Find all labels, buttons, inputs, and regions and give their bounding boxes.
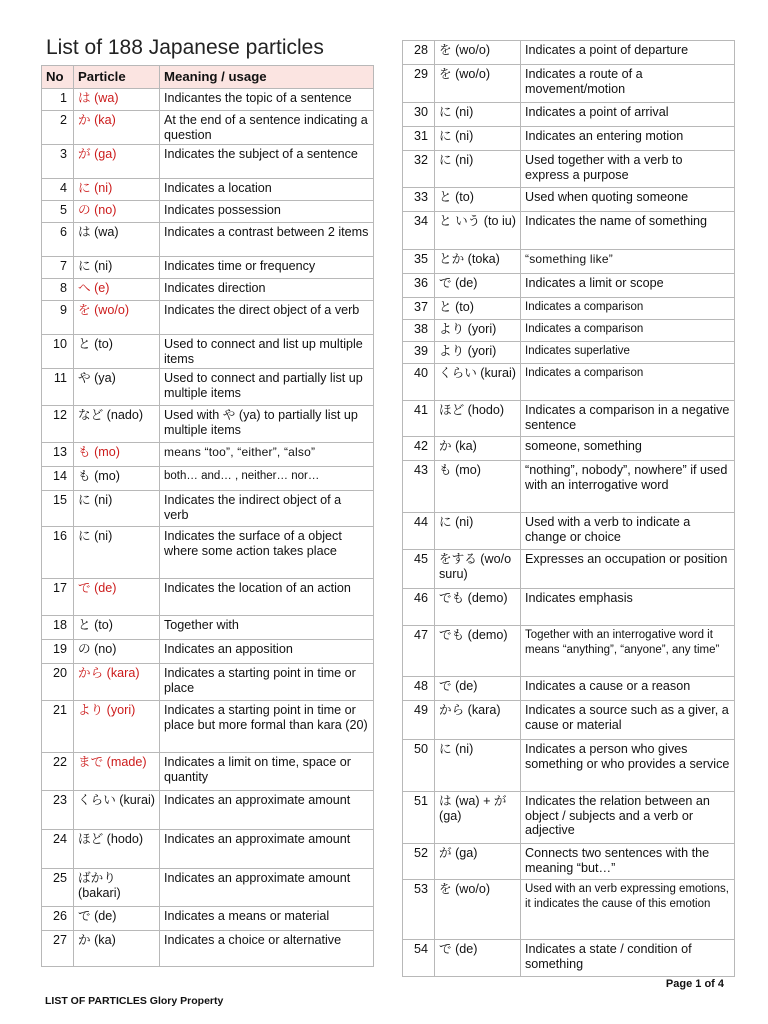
row-particle: から (kara) bbox=[74, 664, 160, 701]
table-row bbox=[403, 626, 735, 677]
row-particle: と (to) bbox=[435, 188, 521, 212]
row-meaning: Indicates an approximate amount bbox=[160, 869, 374, 907]
table-row bbox=[42, 179, 374, 201]
row-meaning: Used with an verb expressing emotions, it indicates the cause of this emotion bbox=[521, 880, 735, 940]
row-number: 18 bbox=[42, 616, 74, 640]
particles-table-right bbox=[402, 40, 735, 977]
row-number: 8 bbox=[42, 279, 74, 301]
row-number: 10 bbox=[42, 335, 74, 369]
row-meaning: Indicates a comparison bbox=[521, 320, 735, 342]
table-row bbox=[403, 188, 735, 212]
table-row bbox=[403, 792, 735, 844]
row-meaning: Indicates a limit on time, space or quantity bbox=[160, 753, 374, 791]
row-number: 44 bbox=[403, 513, 435, 550]
row-particle: の (no) bbox=[74, 640, 160, 664]
row-particle: は (wa) bbox=[74, 89, 160, 111]
row-particle: が (ga) bbox=[74, 145, 160, 179]
row-number: 42 bbox=[403, 437, 435, 461]
row-particle: で (de) bbox=[435, 677, 521, 701]
row-particle: ほど (hodo) bbox=[74, 830, 160, 869]
row-particle: を (wo/o) bbox=[74, 301, 160, 335]
row-particle: でも (demo) bbox=[435, 626, 521, 677]
table-row bbox=[403, 65, 735, 103]
row-meaning: Connects two sentences with the meaning “but…” bbox=[521, 844, 735, 880]
row-number: 32 bbox=[403, 151, 435, 188]
table-row bbox=[42, 907, 374, 931]
row-particle: か (ka) bbox=[435, 437, 521, 461]
table-row bbox=[403, 274, 735, 298]
row-number: 24 bbox=[42, 830, 74, 869]
row-particle: の (no) bbox=[74, 201, 160, 223]
row-meaning: Indicates a cause or a reason bbox=[521, 677, 735, 701]
row-meaning: Indicates a point of arrival bbox=[521, 103, 735, 127]
row-number: 1 bbox=[42, 89, 74, 111]
table-row bbox=[403, 151, 735, 188]
table-row bbox=[403, 127, 735, 151]
row-particle: ほど (hodo) bbox=[435, 401, 521, 437]
row-particle: より (yori) bbox=[74, 701, 160, 753]
table-row bbox=[403, 342, 735, 364]
row-particle: くらい (kurai) bbox=[435, 364, 521, 401]
row-number: 15 bbox=[42, 491, 74, 527]
table-row bbox=[42, 527, 374, 579]
row-meaning: Indicates a point of departure bbox=[521, 41, 735, 65]
row-number: 30 bbox=[403, 103, 435, 127]
table-row bbox=[42, 830, 374, 869]
row-meaning: Indicates a contrast between 2 items bbox=[160, 223, 374, 257]
row-number: 45 bbox=[403, 550, 435, 589]
table-row bbox=[42, 753, 374, 791]
row-particle: と (to) bbox=[435, 298, 521, 320]
row-particle: に (ni) bbox=[435, 127, 521, 151]
row-number: 12 bbox=[42, 406, 74, 443]
row-meaning: Indicates a comparison bbox=[521, 364, 735, 401]
row-meaning: Indicates direction bbox=[160, 279, 374, 301]
row-meaning: Expresses an occupation or position bbox=[521, 550, 735, 589]
row-number: 27 bbox=[42, 931, 74, 967]
row-meaning: Indicates an apposition bbox=[160, 640, 374, 664]
row-particle: から (kara) bbox=[435, 701, 521, 740]
table-row bbox=[42, 279, 374, 301]
row-number: 34 bbox=[403, 212, 435, 250]
row-meaning: Indicates superlative bbox=[521, 342, 735, 364]
table-row bbox=[42, 145, 374, 179]
row-meaning: Used to connect and partially list up multiple items bbox=[160, 369, 374, 406]
row-number: 53 bbox=[403, 880, 435, 940]
row-number: 14 bbox=[42, 467, 74, 491]
row-meaning: Indicates the surface of a object where some action takes place bbox=[160, 527, 374, 579]
row-particle: は (wa) + が (ga) bbox=[435, 792, 521, 844]
row-number: 16 bbox=[42, 527, 74, 579]
row-meaning: Indicates the location of an action bbox=[160, 579, 374, 616]
page-title: List of 188 Japanese particles bbox=[46, 36, 324, 59]
row-meaning: Indicates an entering motion bbox=[521, 127, 735, 151]
row-meaning: Indicates a person who gives something or who provides a service bbox=[521, 740, 735, 792]
table-row bbox=[403, 437, 735, 461]
header-particle: Particle bbox=[74, 66, 160, 89]
table-row bbox=[403, 401, 735, 437]
table-row bbox=[42, 335, 374, 369]
table-row bbox=[403, 880, 735, 940]
row-number: 39 bbox=[403, 342, 435, 364]
table-row bbox=[403, 940, 735, 977]
row-number: 20 bbox=[42, 664, 74, 701]
row-particle: まで (made) bbox=[74, 753, 160, 791]
table-row bbox=[42, 111, 374, 145]
table-header-row bbox=[42, 66, 374, 89]
row-meaning: Indicates the name of something bbox=[521, 212, 735, 250]
row-meaning: Together with an interrogative word it means “anything”, “anyone”, any time” bbox=[521, 626, 735, 677]
row-meaning: Used to connect and list up multiple items bbox=[160, 335, 374, 369]
row-number: 31 bbox=[403, 127, 435, 151]
row-meaning: Indicates a comparison in a negative sentence bbox=[521, 401, 735, 437]
row-particle: を (wo/o) bbox=[435, 65, 521, 103]
table-row bbox=[42, 223, 374, 257]
row-meaning: Together with bbox=[160, 616, 374, 640]
row-number: 33 bbox=[403, 188, 435, 212]
row-particle: と (to) bbox=[74, 616, 160, 640]
row-particle: も (mo) bbox=[74, 443, 160, 467]
row-number: 36 bbox=[403, 274, 435, 298]
table-row bbox=[42, 301, 374, 335]
row-number: 38 bbox=[403, 320, 435, 342]
table-row bbox=[403, 364, 735, 401]
row-number: 6 bbox=[42, 223, 74, 257]
row-particle: など (nado) bbox=[74, 406, 160, 443]
table-row bbox=[42, 491, 374, 527]
row-meaning: Indicates the subject of a sentence bbox=[160, 145, 374, 179]
row-particle: と (to) bbox=[74, 335, 160, 369]
row-number: 13 bbox=[42, 443, 74, 467]
row-number: 50 bbox=[403, 740, 435, 792]
row-particle: で (de) bbox=[435, 940, 521, 977]
table-row bbox=[42, 869, 374, 907]
row-particle: や (ya) bbox=[74, 369, 160, 406]
row-number: 37 bbox=[403, 298, 435, 320]
row-particle: が (ga) bbox=[435, 844, 521, 880]
table-row bbox=[403, 701, 735, 740]
row-number: 9 bbox=[42, 301, 74, 335]
row-particle: に (ni) bbox=[435, 740, 521, 792]
table-row bbox=[42, 467, 374, 491]
row-number: 41 bbox=[403, 401, 435, 437]
row-meaning: Indicates the indirect object of a verb bbox=[160, 491, 374, 527]
row-number: 22 bbox=[42, 753, 74, 791]
row-meaning: Indicates time or frequency bbox=[160, 257, 374, 279]
row-number: 43 bbox=[403, 461, 435, 513]
row-particle: も (mo) bbox=[435, 461, 521, 513]
row-particle: は (wa) bbox=[74, 223, 160, 257]
row-meaning: Indicates emphasis bbox=[521, 589, 735, 626]
table-row bbox=[42, 369, 374, 406]
row-particle: で (de) bbox=[74, 907, 160, 931]
row-number: 28 bbox=[403, 41, 435, 65]
row-particle: に (ni) bbox=[74, 179, 160, 201]
table-row bbox=[403, 212, 735, 250]
row-particle: を (wo/o) bbox=[435, 880, 521, 940]
row-meaning: someone, something bbox=[521, 437, 735, 461]
row-particle: に (ni) bbox=[74, 491, 160, 527]
row-meaning: Indicates a choice or alternative bbox=[160, 931, 374, 967]
table-row bbox=[42, 201, 374, 223]
table-row bbox=[42, 579, 374, 616]
row-meaning: Indicantes the topic of a sentence bbox=[160, 89, 374, 111]
row-meaning: Indicates a means or material bbox=[160, 907, 374, 931]
row-meaning: Indicates a comparison bbox=[521, 298, 735, 320]
row-number: 7 bbox=[42, 257, 74, 279]
row-particle: より (yori) bbox=[435, 320, 521, 342]
row-meaning: Indicates an approximate amount bbox=[160, 791, 374, 830]
row-number: 21 bbox=[42, 701, 74, 753]
row-number: 40 bbox=[403, 364, 435, 401]
row-particle: より (yori) bbox=[435, 342, 521, 364]
table-row bbox=[42, 931, 374, 967]
row-meaning: Indicates the relation between an object / subjects and a verb or adjective bbox=[521, 792, 735, 844]
row-meaning: Used with や (ya) to partially list up multiple items bbox=[160, 406, 374, 443]
row-meaning: both… and… , neither… nor… bbox=[160, 467, 374, 491]
row-meaning: Indicates a starting point in time or place but more formal than kara (20) bbox=[160, 701, 374, 753]
row-number: 49 bbox=[403, 701, 435, 740]
row-meaning: “something like” bbox=[521, 250, 735, 274]
row-number: 54 bbox=[403, 940, 435, 977]
row-meaning: Indicates a limit or scope bbox=[521, 274, 735, 298]
row-particle: に (ni) bbox=[435, 103, 521, 127]
row-meaning: Indicates an approximate amount bbox=[160, 830, 374, 869]
table-row bbox=[403, 740, 735, 792]
row-number: 46 bbox=[403, 589, 435, 626]
header-meaning: Meaning / usage bbox=[160, 66, 374, 89]
row-particle: をする (wo/o suru) bbox=[435, 550, 521, 589]
row-meaning: Indicates a route of a movement/motion bbox=[521, 65, 735, 103]
row-meaning: Indicates possession bbox=[160, 201, 374, 223]
table-row bbox=[42, 406, 374, 443]
row-meaning: Indicates a state / condition of something bbox=[521, 940, 735, 977]
row-number: 2 bbox=[42, 111, 74, 145]
row-particle: と いう (to iu) bbox=[435, 212, 521, 250]
row-number: 11 bbox=[42, 369, 74, 406]
row-particle: で (de) bbox=[74, 579, 160, 616]
row-number: 17 bbox=[42, 579, 74, 616]
row-meaning: Used when quoting someone bbox=[521, 188, 735, 212]
row-number: 48 bbox=[403, 677, 435, 701]
header-no: No bbox=[42, 66, 74, 89]
table-row bbox=[403, 461, 735, 513]
row-number: 52 bbox=[403, 844, 435, 880]
particles-table-left bbox=[41, 65, 374, 967]
row-number: 23 bbox=[42, 791, 74, 830]
row-number: 35 bbox=[403, 250, 435, 274]
row-particle: に (ni) bbox=[74, 527, 160, 579]
row-particle: か (ka) bbox=[74, 111, 160, 145]
table-row bbox=[403, 589, 735, 626]
row-number: 3 bbox=[42, 145, 74, 179]
row-particle: を (wo/o) bbox=[435, 41, 521, 65]
row-particle: に (ni) bbox=[74, 257, 160, 279]
row-particle: へ (e) bbox=[74, 279, 160, 301]
row-number: 25 bbox=[42, 869, 74, 907]
table-row bbox=[403, 320, 735, 342]
table-row bbox=[403, 41, 735, 65]
row-meaning: “nothing”, nobody”, nowhere” if used with an interrogative word bbox=[521, 461, 735, 513]
row-number: 4 bbox=[42, 179, 74, 201]
row-number: 5 bbox=[42, 201, 74, 223]
row-meaning: At the end of a sentence indicating a question bbox=[160, 111, 374, 145]
row-meaning: Indicates the direct object of a verb bbox=[160, 301, 374, 335]
row-number: 51 bbox=[403, 792, 435, 844]
row-meaning: Indicates a source such as a giver, a cause or material bbox=[521, 701, 735, 740]
table-row bbox=[42, 640, 374, 664]
row-particle: か (ka) bbox=[74, 931, 160, 967]
table-row bbox=[42, 616, 374, 640]
row-meaning: Used with a verb to indicate a change or choice bbox=[521, 513, 735, 550]
row-number: 29 bbox=[403, 65, 435, 103]
row-particle: も (mo) bbox=[74, 467, 160, 491]
row-particle: に (ni) bbox=[435, 151, 521, 188]
footer-page-number: Page 1 of 4 bbox=[665, 978, 724, 990]
row-meaning: means “too”, “either”, “also” bbox=[160, 443, 374, 467]
table-row bbox=[403, 844, 735, 880]
footer-document-name: LIST OF PARTICLES Glory Property bbox=[45, 995, 224, 1007]
row-meaning: Indicates a location bbox=[160, 179, 374, 201]
table-row bbox=[42, 664, 374, 701]
table-row bbox=[403, 677, 735, 701]
row-meaning: Indicates a starting point in time or place bbox=[160, 664, 374, 701]
table-row bbox=[42, 89, 374, 111]
table-row bbox=[42, 701, 374, 753]
row-particle: に (ni) bbox=[435, 513, 521, 550]
row-particle: でも (demo) bbox=[435, 589, 521, 626]
row-meaning: Used together with a verb to express a purpose bbox=[521, 151, 735, 188]
table-row bbox=[403, 298, 735, 320]
row-number: 19 bbox=[42, 640, 74, 664]
table-row bbox=[403, 103, 735, 127]
row-particle: で (de) bbox=[435, 274, 521, 298]
row-particle: くらい (kurai) bbox=[74, 791, 160, 830]
table-row bbox=[403, 550, 735, 589]
table-row bbox=[42, 257, 374, 279]
table-row bbox=[42, 443, 374, 467]
row-number: 47 bbox=[403, 626, 435, 677]
row-particle: ばかり (bakari) bbox=[74, 869, 160, 907]
table-row bbox=[42, 791, 374, 830]
table-row bbox=[403, 250, 735, 274]
table-row bbox=[403, 513, 735, 550]
row-particle: とか (toka) bbox=[435, 250, 521, 274]
row-number: 26 bbox=[42, 907, 74, 931]
